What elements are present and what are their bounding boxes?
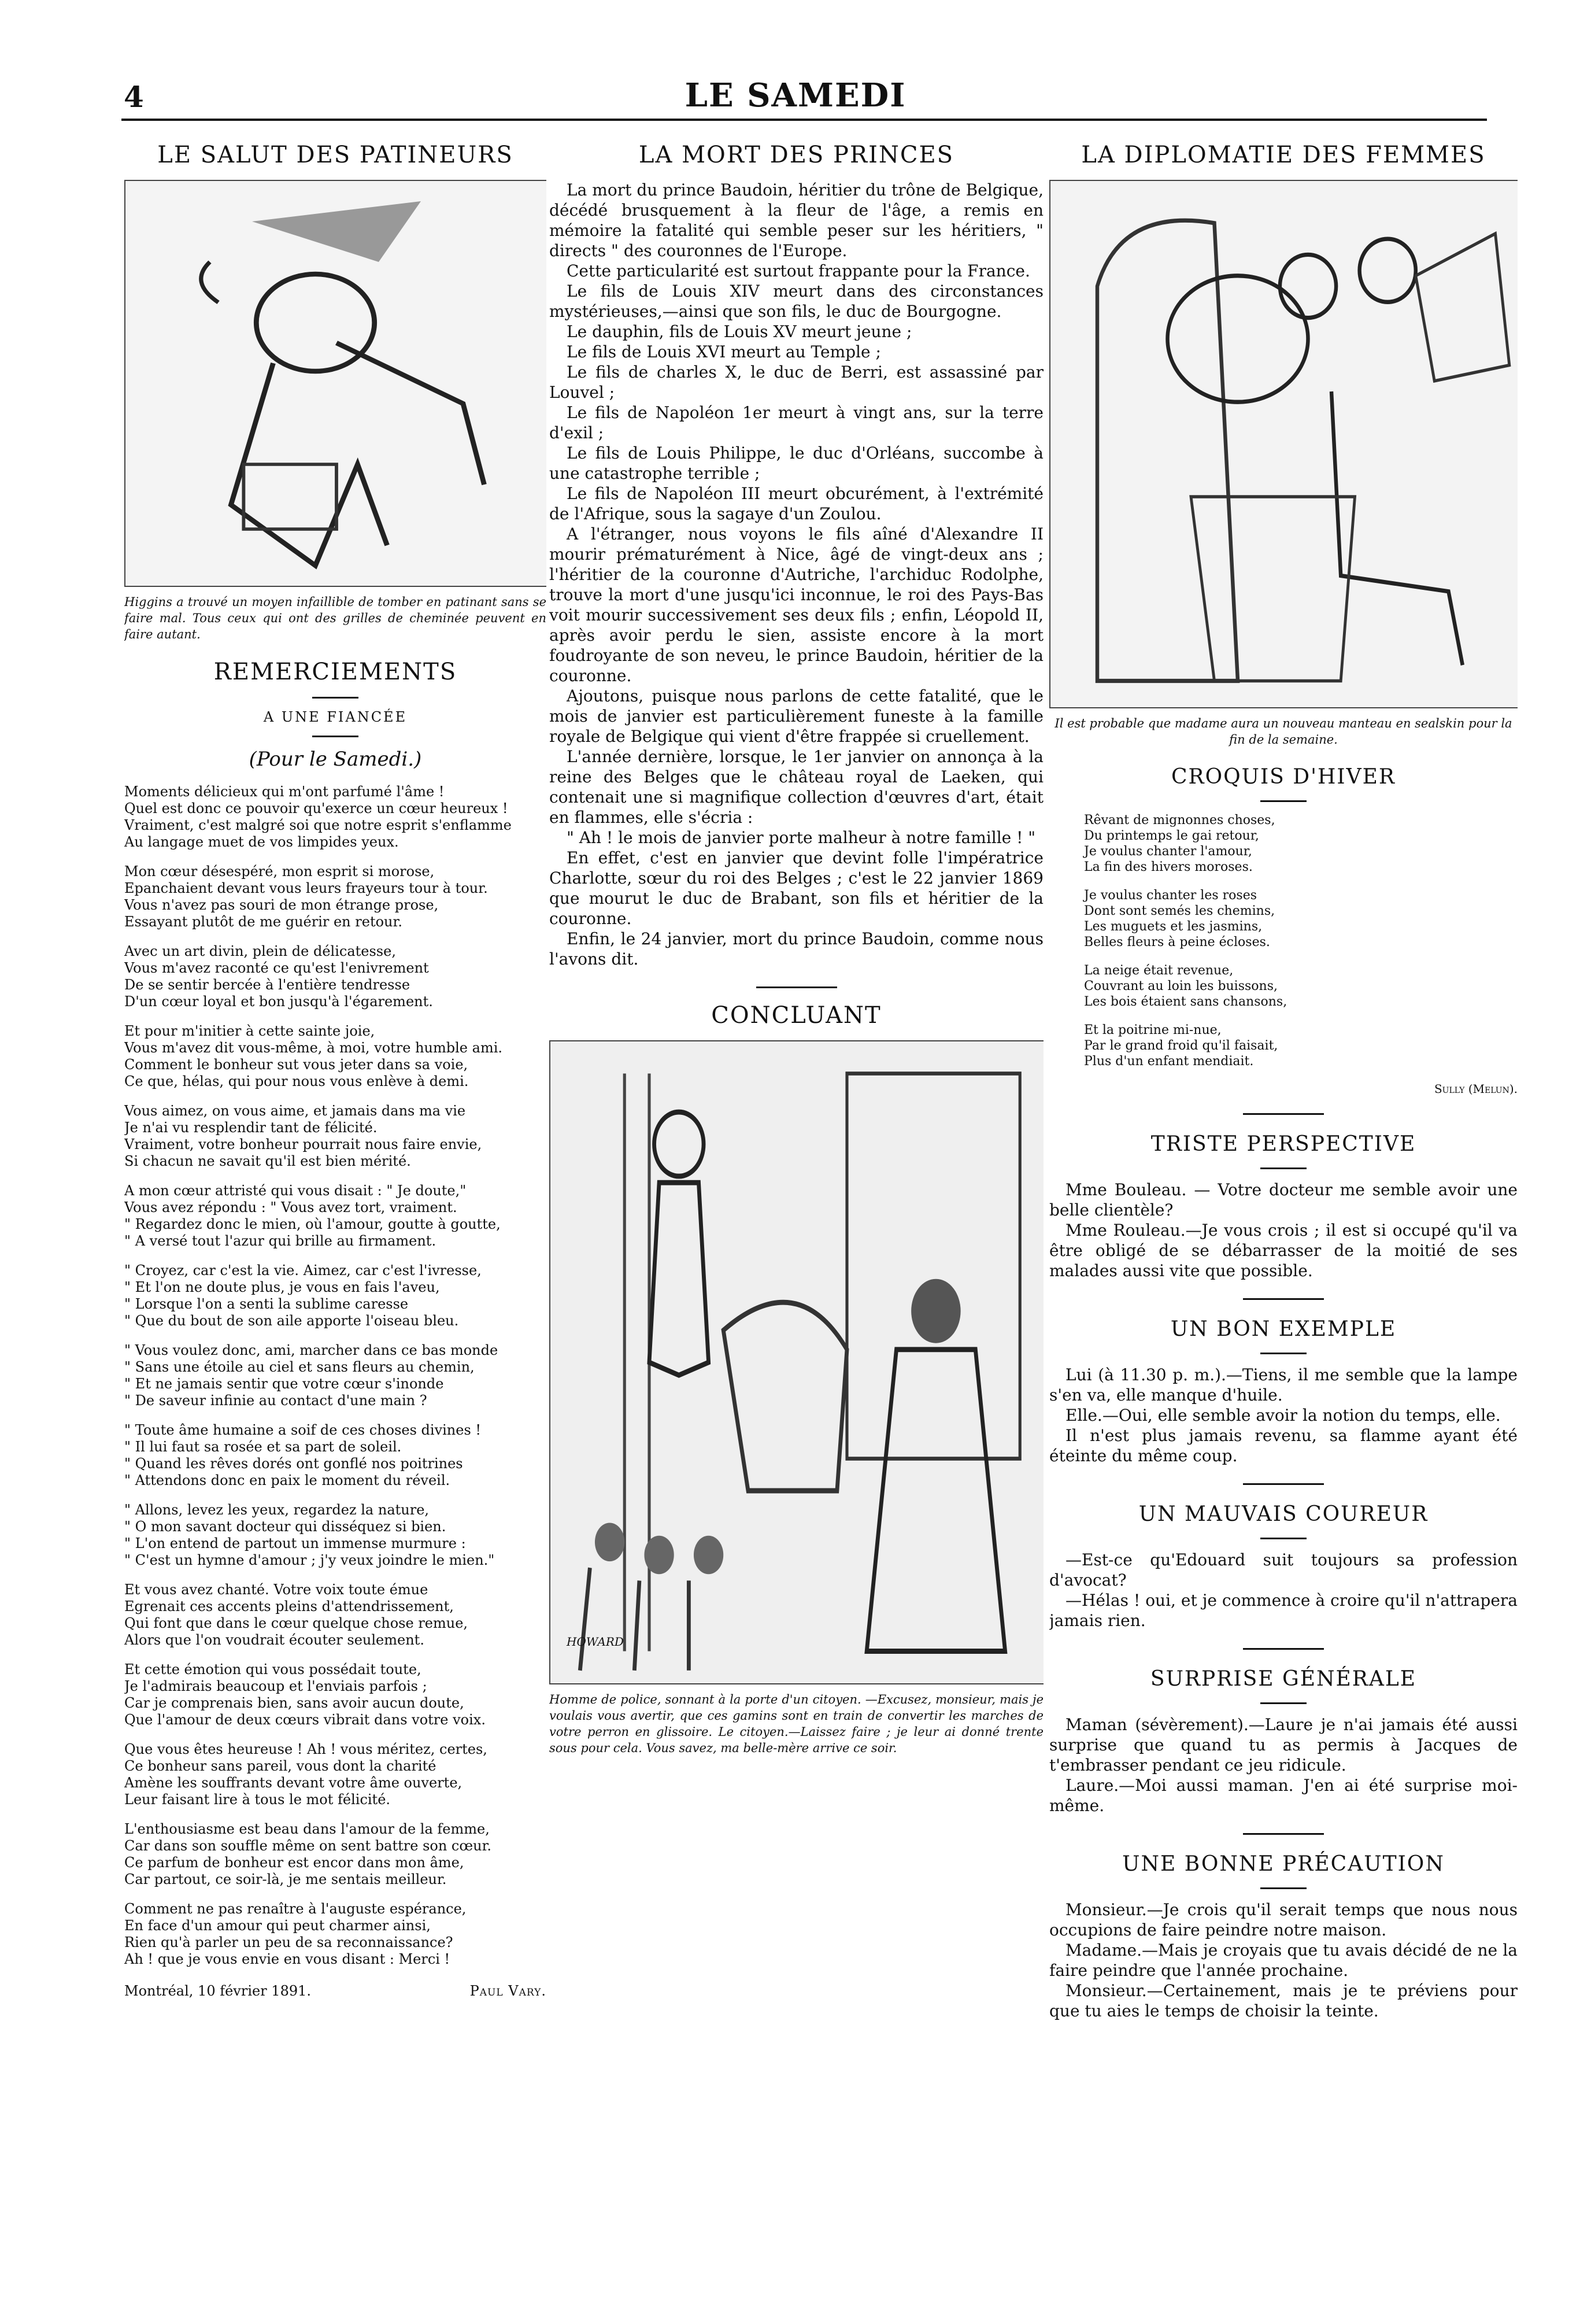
verse-line: " Il lui faut sa rosée et sa part de soleil. <box>124 1439 402 1455</box>
verse-line: Vraiment, c'est malgré soi que notre esprit s'enflamme <box>124 817 512 833</box>
paragraph: Ajoutons, puisque nous parlons de cette fatalité, que le mois de janvier est particulièrement funeste à la famille royale de Belgique qui vient d'être frappée si cruellement. <box>549 686 1044 746</box>
verse-line: Vraiment, votre bonheur pourrait nous faire envie, <box>124 1136 482 1152</box>
section-title-triste-perspective: TRISTE PERSPECTIVE <box>1150 1132 1416 1156</box>
paragraph: A l'étranger, nous voyons le fils aîné d'Alexandre II mourir prématurément à Nice, âgé de vingt-deux ans ; l'héritier de la couronne d'Autriche, l'archiduc Rodolphe, trouve la mort d'une jusqu'ici inconnue, le roi des Pays-Bas voit mourir successivement ses deux fils ; enfin, Léopold II, après avoir perdu le sien, assiste encore à la mort foudroyante de son neveu, le prince Baudoin, héritier de la couronne. <box>549 524 1044 685</box>
illustrator-signature: HOWARD <box>567 1635 624 1649</box>
poem-source: (Pour le Samedi.) <box>249 748 422 771</box>
section-dash <box>1260 1353 1307 1354</box>
verse-line: Alors que l'on voudrait écouter seulement. <box>124 1632 424 1648</box>
verse-line: Et pour m'initier à cette sainte joie, <box>124 1023 375 1039</box>
paragraph: " Ah ! le mois de janvier porte malheur à notre famille ! " <box>567 828 1036 847</box>
verse-line: " Attendons donc en paix le moment du réveil. <box>124 1472 450 1488</box>
verse-line: En face d'un amour qui peut charmer ainsi, <box>124 1917 431 1934</box>
verse-line: Qui font que dans le cœur quelque chose remue, <box>124 1615 468 1631</box>
page-number: 4 <box>124 80 144 114</box>
verse-line: Je voulus chanter les roses <box>1084 888 1257 903</box>
stanza <box>124 1821 546 1888</box>
stanza <box>1049 963 1518 1010</box>
dialog-line: Mme Bouleau. — Votre docteur me semble avoir une belle clientèle? <box>1049 1180 1518 1220</box>
verse-line: Vous aimez, on vous aime, et jamais dans ma vie <box>124 1103 466 1119</box>
dialog-line: Elle.—Oui, elle semble avoir la notion du temps, elle. <box>1065 1406 1501 1425</box>
illustration-concluant <box>549 1040 1044 1684</box>
stanza <box>124 1502 546 1569</box>
verse-line: Car je comprenais bien, sans avoir aucun doute, <box>124 1695 464 1711</box>
verse-line: " Sans une étoile au ciel et sans fleurs au chemin, <box>124 1359 475 1375</box>
verse-line: Mon cœur désespéré, mon esprit si morose, <box>124 863 435 880</box>
verse-line: Epanchaient devant vous leurs frayeurs tour à tour. <box>124 880 488 896</box>
verse-line: " Vous voulez donc, ami, marcher dans ce bas monde <box>124 1342 498 1358</box>
verse-line: Je voulus chanter l'amour, <box>1084 844 1252 859</box>
paragraph: En effet, c'est en janvier que devint folle l'impératrice Charlotte, sœur du roi des Belges ; c'est le 22 janvier 1869 que mourut le duc de Brabant, son fils et héritier de la couronne. <box>549 848 1044 928</box>
paragraph: Le fils de charles X, le duc de Berri, est assassiné par Louvel ; <box>549 363 1044 402</box>
section-dash <box>1260 1887 1307 1889</box>
verse-line: " De saveur infinie au contact d'une main ? <box>124 1392 427 1409</box>
verse-line: Rien qu'à parler un peu de sa reconnaissance? <box>124 1934 453 1950</box>
verse-line: Car dans son souffle même on sent battre son cœur. <box>124 1838 492 1854</box>
verse-line: Avec un art divin, plein de délicatesse, <box>124 943 396 959</box>
dialog-line: Monsieur.—Certainement, mais je te préviens pour que tu aies le temps de choisir la teinte. <box>1049 1981 1518 2020</box>
section-title-bonne-precaution: UNE BONNE PRÉCAUTION <box>1122 1852 1445 1876</box>
poem-place-date: Montréal, 10 février 1891. <box>124 1983 312 1999</box>
verse-line: Car partout, ce soir-là, je me sentais meilleur. <box>124 1871 447 1887</box>
stanza <box>124 1023 546 1090</box>
verse-line: Leur faisant lire à tous le mot félicité. <box>124 1791 391 1808</box>
stanza <box>124 1901 546 1968</box>
verse-line: " O mon savant docteur qui disséquez si bien. <box>124 1518 446 1535</box>
section-dash <box>312 697 358 699</box>
paragraph: Le fils de Louis Philippe, le duc d'Orléans, succombe à une catastrophe terrible ; <box>549 444 1044 483</box>
verse-line: Si chacun ne savait qu'il est bien mérité. <box>124 1153 411 1169</box>
section-title-croquis-hiver: CROQUIS D'HIVER <box>1171 765 1396 789</box>
dialog-line: Mme Rouleau.—Je vous crois ; il est si occupé qu'il va être obligé de se débarrasser de la moitié de ses malades aussi vite que possible. <box>1049 1221 1518 1280</box>
column-3 <box>1049 136 1518 2275</box>
verse-line: Amène les souffrants devant votre âme ouverte, <box>124 1775 462 1791</box>
street-scene-icon <box>550 1041 1044 1683</box>
paragraph: Cette particularité est surtout frappante pour la France. <box>567 261 1030 280</box>
verse-line: Que vous êtes heureuse ! Ah ! vous méritez, certes, <box>124 1741 487 1757</box>
illustration-diplomatie <box>1049 180 1518 708</box>
verse-line: " Que du bout de son aile apporte l'oiseau bleu. <box>124 1313 459 1329</box>
verse-croquis-hiver <box>1049 812 1518 1096</box>
verse-line: Quel est donc ce pouvoir qu'exerce un cœur heureux ! <box>124 800 508 816</box>
stanza <box>1049 1022 1518 1069</box>
section-rule <box>1243 1833 1324 1835</box>
verse-line: Je l'admirais beaucoup et l'enviais parfois ; <box>124 1678 427 1694</box>
section-dash <box>312 736 358 737</box>
verse-line: Moments délicieux qui m'ont parfumé l'âme ! <box>124 784 445 800</box>
dialog-line: Maman (sévèrement).—Laure je n'ai jamais été aussi surprise que quand tu as permis à Jacques de t'embrasser pendant ce jeu ridicule. <box>1049 1715 1518 1775</box>
verse-line: Egrenait ces accents pleins d'attendrissement, <box>124 1598 454 1614</box>
verse-line: Du printemps le gai retour, <box>1084 829 1259 843</box>
joke-mauvais-coureur <box>1049 1550 1518 1631</box>
paragraph: Le fils de Louis XVI meurt au Temple ; <box>567 342 881 361</box>
verse-line: " Croyez, car c'est la vie. Aimez, car c'est l'ivresse, <box>124 1262 482 1279</box>
verse-line: Comment ne pas renaître à l'auguste espérance, <box>124 1901 467 1917</box>
section-dash <box>1260 1167 1307 1169</box>
section-title-mauvais-coureur: UN MAUVAIS COUREUR <box>1138 1502 1429 1526</box>
stanza <box>124 1262 546 1329</box>
paragraph: Le fils de Napoléon 1er meurt à vingt ans, sur la terre d'exil ; <box>549 403 1044 442</box>
paragraph: Le dauphin, fils de Louis XV meurt jeune ; <box>567 322 912 341</box>
verse-line: Que l'amour de deux cœurs vibrait dans votre voix. <box>124 1712 486 1728</box>
section-dash <box>1260 1702 1307 1704</box>
dialog-line: —Est-ce qu'Edouard suit toujours sa profession d'avocat? <box>1049 1550 1518 1590</box>
header-rule <box>121 119 1487 121</box>
verse-line: Comment le bonheur sut vous jeter dans sa voie, <box>124 1056 468 1073</box>
verse-line: Ce que, hélas, qui pour nous vous enlève à demi. <box>124 1073 469 1089</box>
section-rule <box>756 987 837 988</box>
caption-salut-patineurs: Higgins a trouvé un moyen infaillible de tomber en patinant sans se faire mal. Tous ceux qui ont des grilles de cheminée peuvent en faire autant. <box>124 595 546 641</box>
verse-line: De se sentir bercée à l'entière tendresse <box>124 977 410 993</box>
verse-line: Plus d'un enfant mendiait. <box>1084 1054 1254 1069</box>
section-title-bon-exemple: UN BON EXEMPLE <box>1170 1317 1397 1341</box>
column-1 <box>124 136 546 2275</box>
verse-line: Par le grand froid qu'il faisait, <box>1084 1039 1278 1053</box>
verse-line: Ah ! que je vous envie en vous disant : Merci ! <box>124 1951 450 1967</box>
verse-line: Et vous avez chanté. Votre voix toute émue <box>124 1582 428 1598</box>
verse-line: " A versé tout l'azur qui brille au firmament. <box>124 1233 436 1249</box>
verse-line: " Quand les rêves dorés ont gonflé nos poitrines <box>124 1455 463 1472</box>
joke-triste-perspective <box>1049 1180 1518 1281</box>
section-dash <box>1260 800 1307 802</box>
paragraph: L'année dernière, lorsque, le 1er janvier on annonça à la reine des Belges que le château royal de Laeken, qui contenait une si magnifique collection d'œuvres d'art, était en flammes, elle s'écria : <box>549 747 1044 827</box>
joke-bon-exemple <box>1049 1365 1518 1466</box>
verse-line: Essayant plutôt de me guérir en retour. <box>124 914 402 930</box>
verse-line: " Regardez donc le mien, où l'amour, goutte à goutte, <box>124 1216 501 1232</box>
paragraph: Le fils de Louis XIV meurt dans des circonstances mystérieuses,—ainsi que son fils, le duc de Bourgogne. <box>549 282 1044 321</box>
skater-drawing-icon <box>125 181 546 586</box>
verse-line: Couvrant au loin les buissons, <box>1084 979 1278 993</box>
verse-line: La neige était revenue, <box>1084 963 1234 978</box>
dialog-line: —Hélas ! oui, et je commence à croire qu'il n'attrapera jamais rien. <box>1049 1591 1518 1630</box>
verse-line: " C'est un hymne d'amour ; j'y veux joindre le mien." <box>124 1552 495 1568</box>
paragraph: La mort du prince Baudoin, héritier du trône de Belgique, décédé brusquement à la fleur de l'âge, a remis en mémoire la fatalité qui semble peser sur les héritiers, " directs " des couronnes de l'Europe. <box>549 180 1044 260</box>
verse-line: Vous avez répondu : " Vous avez tort, vraiment. <box>124 1199 457 1215</box>
verse-line: Belles fleurs à peine écloses. <box>1084 935 1270 949</box>
stanza <box>124 1741 546 1808</box>
section-title-remerciements: REMERCIEMENTS <box>213 659 457 685</box>
section-rule <box>1243 1648 1324 1650</box>
section-rule <box>1243 1113 1324 1115</box>
column-2 <box>549 136 1044 2275</box>
stanza <box>124 1103 546 1170</box>
dialog-line: Monsieur.—Je crois qu'il serait temps que nous nous occupions de faire peindre notre maison. <box>1049 1900 1518 1939</box>
paragraph: Le fils de Napoléon III meurt obcurément, à l'extrémité de l'Afrique, sous la sagaye d'un Zoulou. <box>549 484 1044 523</box>
stanza <box>1049 812 1518 875</box>
verse-line: Et cette émotion qui vous possédait toute, <box>124 1661 421 1678</box>
dialog-line: Laure.—Moi aussi maman. J'en ai été surprise moi-même. <box>1049 1776 1518 1815</box>
section-title-concluant: CONCLUANT <box>711 1002 882 1029</box>
verse-line: Vous n'avez pas souri de mon étrange prose, <box>124 897 439 913</box>
verse-line: Au langage muet de vos limpides yeux. <box>124 834 399 850</box>
verse-line: " Lorsque l'on a senti la sublime caresse <box>124 1296 409 1312</box>
stanza <box>124 1661 546 1728</box>
dialog-line: Madame.—Mais je croyais que tu avais décidé de ne la faire peindre que l'année prochaine. <box>1049 1941 1518 1980</box>
verse-line: Ce parfum de bonheur est encor dans mon âme, <box>124 1854 464 1871</box>
joke-surprise-generale <box>1049 1715 1518 1816</box>
section-title-diplomatie-femmes: LA DIPLOMATIE DES FEMMES <box>1081 142 1486 168</box>
article-mort-princes <box>549 180 1044 969</box>
verse-line: Je n'ai vu resplendir tant de félicité. <box>124 1119 378 1136</box>
stanza <box>124 863 546 930</box>
masthead: LE SAMEDI <box>684 76 906 114</box>
caption-diplomatie: Il est probable que madame aura un nouveau manteau en sealskin pour la fin de la semaine. <box>1054 716 1512 747</box>
poem <box>124 784 546 1968</box>
joke-bonne-precaution <box>1049 1900 1518 2021</box>
poem-footer <box>124 1983 546 1999</box>
verse-signature: Sully (Melun). <box>1434 1082 1518 1096</box>
verse-line: " Et ne jamais sentir que votre cœur s'inonde <box>124 1376 444 1392</box>
verse-line: Rêvant de mignonnes choses, <box>1084 813 1275 827</box>
section-dash <box>1260 1538 1307 1539</box>
stanza <box>124 1342 546 1409</box>
illustration-skater <box>124 180 546 587</box>
verse-line: " Allons, levez les yeux, regardez la nature, <box>124 1502 430 1518</box>
section-rule <box>1243 1483 1324 1485</box>
verse-line: Et la poitrine mi-nue, <box>1084 1023 1222 1037</box>
verse-line: L'enthousiasme est beau dans l'amour de la femme, <box>124 1821 490 1837</box>
stanza <box>124 943 546 1010</box>
section-title-mort-princes: LA MORT DES PRINCES <box>638 142 954 168</box>
verse-line: Dont sont semés les chemins, <box>1084 904 1275 918</box>
poem-dedication: A UNE FIANCÉE <box>263 709 408 725</box>
stanza <box>1049 888 1518 950</box>
caption-concluant: Homme de police, sonnant à la porte d'un citoyen. —Excusez, monsieur, mais je voulais vous avertir, que ces gamins sont en train de convertir les marches de votre perron en glissoire. Le citoyen.—Laissez faire ; je leur ai donné trente sous pour cela. Vous savez, ma belle-mère arrive ce soir. <box>549 1693 1044 1755</box>
verse-line: Les muguets et les jasmins, <box>1084 919 1263 934</box>
verse-line: D'un cœur loyal et bon jusqu'à l'égarement. <box>124 993 433 1010</box>
stanza <box>124 1582 546 1649</box>
dialog-line: Lui (à 11.30 p. m.).—Tiens, il me semble que la lampe s'en va, elle manque d'huile. <box>1049 1365 1518 1405</box>
verse-line: Vous m'avez dit vous-même, à moi, votre humble ami. <box>124 1040 503 1056</box>
stanza <box>124 1183 546 1250</box>
stanza <box>124 1422 546 1489</box>
verse-line: A mon cœur attristé qui vous disait : " Je doute," <box>124 1183 467 1199</box>
stanza <box>124 784 546 851</box>
section-title-surprise-generale: SURPRISE GÉNÉRALE <box>1150 1667 1417 1691</box>
couple-in-chair-icon <box>1050 181 1518 707</box>
verse-line: Les bois étaient sans chansons, <box>1084 995 1287 1009</box>
verse-line: Ce bonheur sans pareil, vous dont la charité <box>124 1758 436 1774</box>
verse-line: Vous m'avez raconté ce qu'est l'enivrement <box>124 960 429 976</box>
dialog-line: Il n'est plus jamais revenu, sa flamme ayant été éteinte du même coup. <box>1049 1426 1518 1465</box>
verse-line: " Et l'on ne doute plus, je vous en fais l'aveu, <box>124 1279 440 1295</box>
paragraph: Enfin, le 24 janvier, mort du prince Baudoin, comme nous l'avons dit. <box>549 929 1044 969</box>
verse-line: " Toute âme humaine a soif de ces choses divines ! <box>124 1422 482 1438</box>
section-rule <box>1243 1298 1324 1300</box>
verse-line: La fin des hivers moroses. <box>1084 860 1253 874</box>
section-title-salut-patineurs: LE SALUT DES PATINEURS <box>157 142 513 168</box>
poem-author: Paul Vary. <box>469 1983 546 1999</box>
verse-line: " L'on entend de partout un immense murmure : <box>124 1535 466 1551</box>
